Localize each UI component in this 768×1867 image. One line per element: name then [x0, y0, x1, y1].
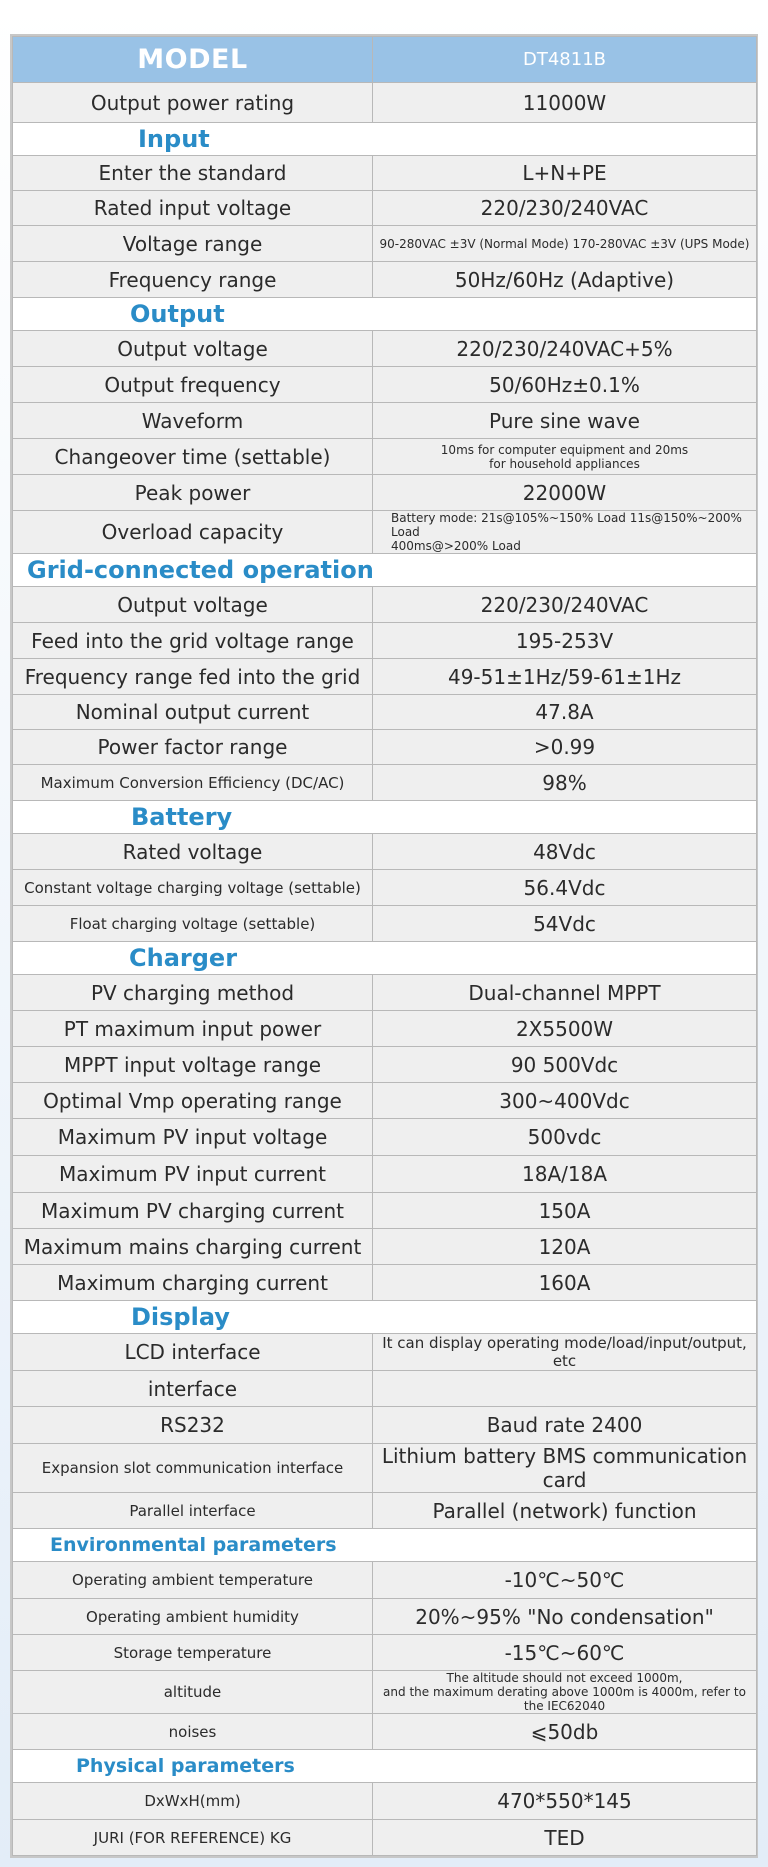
- spec-label: Operating ambient humidity: [13, 1599, 373, 1635]
- spec-value: Battery mode: 21s@105%~150% Load 11s@150%~200% Load 400ms@>200% Load: [373, 511, 757, 554]
- spec-value: -15℃~60℃: [373, 1635, 757, 1671]
- spec-value: 20%~95% "No condensation": [373, 1599, 757, 1635]
- section-header: [13, 1529, 757, 1562]
- spec-row: [13, 367, 757, 403]
- spec-row: [13, 439, 757, 475]
- spec-label: Output voltage: [13, 587, 373, 623]
- spec-label: Rated voltage: [13, 834, 373, 870]
- spec-label: Maximum PV charging current: [13, 1193, 373, 1229]
- spec-row: [13, 1334, 757, 1371]
- spec-label: PV charging method: [13, 975, 373, 1011]
- spec-row: [13, 1493, 757, 1529]
- spec-row: [13, 587, 757, 623]
- spec-row: [13, 191, 757, 226]
- spec-value: 54Vdc: [373, 906, 757, 942]
- spec-label: Output frequency: [13, 367, 373, 403]
- spec-value: 11000W: [373, 83, 757, 123]
- spec-row: [13, 226, 757, 262]
- spec-value: It can display operating mode/load/input/output, etc: [373, 1334, 757, 1371]
- spec-row: [13, 730, 757, 765]
- spec-row: [13, 1371, 757, 1407]
- spec-value: 500vdc: [373, 1119, 757, 1156]
- spec-label: Optimal Vmp operating range: [13, 1083, 373, 1119]
- spec-label: Waveform: [13, 403, 373, 439]
- spec-label: Peak power: [13, 475, 373, 511]
- spec-row: [13, 1444, 757, 1493]
- spec-value: Dual-channel MPPT: [373, 975, 757, 1011]
- spec-label: Storage temperature: [13, 1635, 373, 1671]
- section-title: Grid-connected operation: [13, 554, 757, 587]
- spec-label: RS232: [13, 1407, 373, 1444]
- spec-row: [13, 870, 757, 906]
- spec-label: Frequency range fed into the grid: [13, 659, 373, 695]
- spec-label: Float charging voltage (settable): [13, 906, 373, 942]
- spec-label: PT maximum input power: [13, 1011, 373, 1047]
- section-header: [13, 298, 757, 331]
- spec-label: Operating ambient temperature: [13, 1562, 373, 1599]
- spec-value: Parallel (network) function: [373, 1493, 757, 1529]
- spec-row: [13, 511, 757, 554]
- spec-label: Maximum Conversion Efficiency (DC/AC): [13, 765, 373, 801]
- spec-row: [13, 1599, 757, 1635]
- spec-row: [13, 659, 757, 695]
- section-header: [13, 1301, 757, 1334]
- spec-row: [13, 1047, 757, 1083]
- spec-value: The altitude should not exceed 1000m, and the maximum derating above 1000m is 4000m, refer to the IEC62040: [373, 1671, 757, 1714]
- spec-row: [13, 1011, 757, 1047]
- spec-value: ⩽50db: [373, 1714, 757, 1750]
- spec-label: Constant voltage charging voltage (settable): [13, 870, 373, 906]
- spec-row: [13, 623, 757, 659]
- spec-row: [13, 1783, 757, 1820]
- spec-value: 150A: [373, 1193, 757, 1229]
- spec-label: noises: [13, 1714, 373, 1750]
- spec-sheet: [10, 34, 758, 1858]
- section-title: Physical parameters: [13, 1750, 757, 1783]
- spec-value: 50Hz/60Hz (Adaptive): [373, 262, 757, 298]
- spec-value: 22000W: [373, 475, 757, 511]
- spec-value: Baud rate 2400: [373, 1407, 757, 1444]
- spec-row: [13, 262, 757, 298]
- spec-value: 195-253V: [373, 623, 757, 659]
- spec-value: 56.4Vdc: [373, 870, 757, 906]
- spec-value: Pure sine wave: [373, 403, 757, 439]
- spec-row: [13, 906, 757, 942]
- spec-label: Maximum PV input current: [13, 1156, 373, 1193]
- spec-row: [13, 1820, 757, 1856]
- spec-row: [13, 403, 757, 439]
- spec-value: 220/230/240VAC: [373, 191, 757, 226]
- spec-row: [13, 1407, 757, 1444]
- spec-value: L+N+PE: [373, 156, 757, 191]
- spec-label: Voltage range: [13, 226, 373, 262]
- section-header: [13, 942, 757, 975]
- spec-row: [13, 1119, 757, 1156]
- spec-row: [13, 1229, 757, 1265]
- spec-label: Output power rating: [13, 83, 373, 123]
- model-value: DT4811B: [373, 37, 757, 83]
- spec-row: [13, 834, 757, 870]
- spec-row: [13, 331, 757, 367]
- spec-row: [13, 765, 757, 801]
- model-label: MODEL: [13, 37, 373, 83]
- spec-value: 18A/18A: [373, 1156, 757, 1193]
- spec-value: 98%: [373, 765, 757, 801]
- section-title: Environmental parameters: [13, 1529, 757, 1562]
- spec-row: [13, 475, 757, 511]
- spec-label: Enter the standard: [13, 156, 373, 191]
- spec-row: [13, 1671, 757, 1714]
- spec-label: Overload capacity: [13, 511, 373, 554]
- section-header: [13, 123, 757, 156]
- section-title: Display: [13, 1301, 757, 1334]
- spec-row: [13, 1714, 757, 1750]
- spec-label: altitude: [13, 1671, 373, 1714]
- spec-row: [13, 1562, 757, 1599]
- spec-row: [13, 1193, 757, 1229]
- section-title: Input: [13, 123, 757, 156]
- section-header: [13, 801, 757, 834]
- spec-value: 220/230/240VAC: [373, 587, 757, 623]
- spec-value: Lithium battery BMS communication card: [373, 1444, 757, 1493]
- spec-label: Output voltage: [13, 331, 373, 367]
- spec-row: [13, 695, 757, 730]
- spec-value: 470*550*145: [373, 1783, 757, 1820]
- section-title: Output: [13, 298, 757, 331]
- spec-label: DxWxH(mm): [13, 1783, 373, 1820]
- spec-label: Expansion slot communication interface: [13, 1444, 373, 1493]
- spec-value: 49-51±1Hz/59-61±1Hz: [373, 659, 757, 695]
- spec-value: 50/60Hz±0.1%: [373, 367, 757, 403]
- spec-label: Feed into the grid voltage range: [13, 623, 373, 659]
- spec-row: [13, 1635, 757, 1671]
- spec-value: 48Vdc: [373, 834, 757, 870]
- spec-value: 47.8A: [373, 695, 757, 730]
- spec-row: [13, 156, 757, 191]
- spec-value: 90 500Vdc: [373, 1047, 757, 1083]
- spec-value: 160A: [373, 1265, 757, 1301]
- spec-label: Frequency range: [13, 262, 373, 298]
- spec-row: [13, 83, 757, 123]
- spec-value: 90-280VAC ±3V (Normal Mode) 170-280VAC ±3V (UPS Mode): [373, 226, 757, 262]
- spec-value: 120A: [373, 1229, 757, 1265]
- spec-value: [373, 1371, 757, 1407]
- section-header: [13, 1750, 757, 1783]
- section-title: Charger: [13, 942, 757, 975]
- spec-row: [13, 1083, 757, 1119]
- spec-value: 2X5500W: [373, 1011, 757, 1047]
- spec-value: 10ms for computer equipment and 20ms for household appliances: [373, 439, 757, 475]
- spec-label: Maximum mains charging current: [13, 1229, 373, 1265]
- spec-label: Maximum charging current: [13, 1265, 373, 1301]
- spec-label: Nominal output current: [13, 695, 373, 730]
- spec-label: Changeover time (settable): [13, 439, 373, 475]
- header-row: [13, 37, 757, 83]
- spec-label: Power factor range: [13, 730, 373, 765]
- spec-row: [13, 1156, 757, 1193]
- spec-value: 220/230/240VAC+5%: [373, 331, 757, 367]
- spec-value: 300~400Vdc: [373, 1083, 757, 1119]
- spec-label: JURI (FOR REFERENCE) KG: [13, 1820, 373, 1856]
- spec-label: Maximum PV input voltage: [13, 1119, 373, 1156]
- section-header: [13, 554, 757, 587]
- spec-value: -10℃~50℃: [373, 1562, 757, 1599]
- spec-table: [12, 36, 757, 1856]
- spec-label: interface: [13, 1371, 373, 1407]
- spec-label: LCD interface: [13, 1334, 373, 1371]
- spec-label: Rated input voltage: [13, 191, 373, 226]
- spec-label: MPPT input voltage range: [13, 1047, 373, 1083]
- spec-row: [13, 1265, 757, 1301]
- spec-value: >0.99: [373, 730, 757, 765]
- spec-label: Parallel interface: [13, 1493, 373, 1529]
- section-title: Battery: [13, 801, 757, 834]
- spec-row: [13, 975, 757, 1011]
- spec-value: TED: [373, 1820, 757, 1856]
